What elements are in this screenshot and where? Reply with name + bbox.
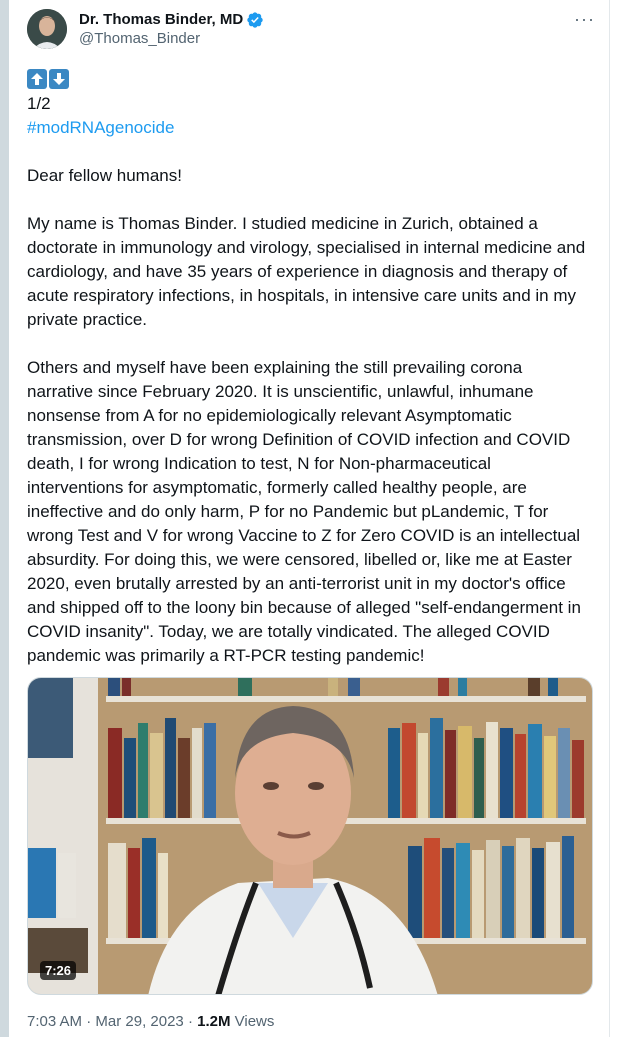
right-border bbox=[609, 0, 610, 1037]
arrow-up-icon bbox=[27, 69, 47, 89]
tweet-header bbox=[27, 9, 607, 53]
tweet-time[interactable]: 7:03 AM bbox=[27, 1013, 83, 1030]
video-thumbnail bbox=[28, 678, 593, 995]
paragraph-main: Others and myself have been explaining the still prevailing corona narrative since February 2020. It is unscientific, unlawful, inhumane nonsense from A for no epidemiologically relevant Asymptomatic transmission, over D for wrong Definition of COVID infection and COVID death, I for wrong Indication to test, N for Non-pharmaceutical interventions for asymptomatic, formerly called healthy people, are ineffective and do only harm, P for no Pandemic but pLandemic, T for wrong Test and V for wrong Vaccine to Z for Zero COVID is an intellectual absurdity. For doing this, we were censored, libelled or, like me at Easter 2020, even brutally arrested by an anti-terrorist unit in my doctor's office and shipped off to the loony bin because of alleged "self-endangerment in COVID insanity". Today, we are totally vindicated. The alleged COVID pandemic was primarily a RT-PCR testing pandemic! bbox=[27, 358, 581, 665]
tweet-text bbox=[27, 68, 592, 668]
spacer bbox=[27, 188, 592, 212]
tweet-meta bbox=[27, 1012, 274, 1032]
views-count: 1.2M bbox=[197, 1013, 231, 1030]
hashtag-link[interactable]: #modRNAgenocide bbox=[27, 118, 175, 137]
author-handle[interactable]: @Thomas_Binder bbox=[79, 30, 201, 47]
more-horizontal-icon[interactable]: ··· bbox=[574, 9, 595, 29]
video-duration: 7:26 bbox=[40, 961, 76, 980]
avatar-image bbox=[27, 9, 67, 49]
avatar[interactable] bbox=[27, 9, 67, 49]
spacer bbox=[27, 140, 592, 164]
spacer bbox=[27, 332, 592, 356]
meta-separator: · bbox=[183, 1013, 198, 1030]
views-label: Views bbox=[230, 1013, 275, 1030]
author-names bbox=[79, 10, 264, 49]
tweet-date[interactable]: Mar 29, 2023 bbox=[95, 1013, 184, 1030]
meta-separator: · bbox=[82, 1013, 96, 1030]
emoji-row bbox=[27, 68, 592, 90]
video-player[interactable] bbox=[27, 677, 593, 995]
left-border bbox=[0, 0, 9, 1037]
arrow-down-icon bbox=[49, 69, 69, 89]
author-display-name[interactable]: Dr. Thomas Binder, MD bbox=[79, 11, 244, 28]
thread-index: 1/2 bbox=[27, 94, 51, 113]
paragraph-introduction: My name is Thomas Binder. I studied medicine in Zurich, obtained a doctorate in immunology and virology, specialised in internal medicine and cardiology, and have 35 years of experience in diagnosis and therapy of acute respiratory infections, in hospitals, in intensive care units and in my private practice. bbox=[27, 214, 586, 329]
verified-badge-icon bbox=[246, 11, 264, 29]
author-display-name-row[interactable] bbox=[79, 10, 264, 29]
paragraph-greeting: Dear fellow humans! bbox=[27, 166, 182, 185]
